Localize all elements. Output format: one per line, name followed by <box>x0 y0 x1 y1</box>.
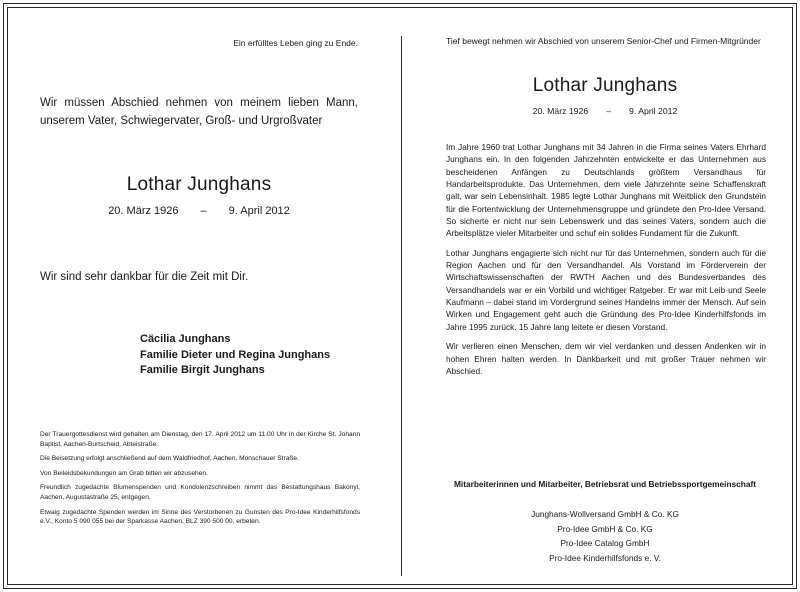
company-name: Pro-Idee Kinderhilfsfonds e. V. <box>549 552 661 563</box>
deceased-name: Lothar Junghans <box>126 174 272 195</box>
life-dates-company <box>446 106 764 116</box>
column-divider <box>401 36 402 576</box>
tagline: Ein erfülltes Leben ging zu Ende. <box>233 38 358 48</box>
info-paragraph: Die Beisetzung erfolgt anschließend auf dem Waldfriedhof, Aachen, Monschauer Straße. <box>40 455 299 463</box>
tribute-paragraph: Im Jahre 1960 trat Lothar Junghans mit 34 Jahren in die Firma seines Vaters Ehrhard Junghans ein. In den folgenden Jahrzehnten entwickelte er das Unternehmen aus bescheidenen Anfängen zu Deutschlands größtem Versandhaus für Handarbeitsprodukte. Das Unternehmen, dem viele Jahrzehnte seine Schaffenskraft galt, war sein Lebensinhalt. 1985 legte Lothar Junghans mit Weitblick den Grundstein für die Fortentwicklung der Unternehmensgruppe und gründete den Pro-Idee Versand. So sicherte er nicht nur sein Lebenswerk und das seines Vaters, sondern auch die Arbeitsplätze vieler Mitarbeiter und schuf ein solides Fundament für die Zukunft. <box>446 142 766 239</box>
tribute-paragraph: Wir verlieren einen Menschen, dem wir viel verdanken und dessen Andenken wir in hohen Ehren halten werden. In Dankbarkeit und mit großer Trauer nehmen wir Abschied. <box>446 341 766 376</box>
deceased-name-company: Lothar Junghans <box>532 75 678 96</box>
family-name: Familie Dieter und Regina Junghans <box>140 348 331 361</box>
company-list <box>446 507 764 565</box>
tribute-paragraph: Lothar Junghans engagierte sich nicht nur für das Unternehmen, sondern auch für die Region Aachen und für den Versandhandel. Als Vorstand im Förderverein der Wirtschaftswissenschaften der RWTH Aachen und des Bundesverbandes des Versandhandels war er ein Vorbild und wichtiger Ratgeber. Er war mit Leib und Seele Kaufmann – dabei stand im Vordergrund seines Handelns immer der Mensch. Auf sein Wirken und Engagement geht auch die Gründung des Pro-Idee Kinderhilfsfonds im Jahre 1995 zurück. 15 Jahre lang leitete er diesen Vorstand. <box>446 247 766 332</box>
intro-text: Wir müssen Abschied nehmen von meinem lieben Mann, unserem Vater, Schwiegervater, Groß- und Urgroßvater <box>40 97 358 127</box>
thanks-text: Wir sind sehr dankbar für die Zeit mit Dir. <box>40 271 249 283</box>
tribute-body <box>446 141 766 384</box>
info-paragraph: Von Beileidsbekundungen am Grab bitten wir abzusehen. <box>40 469 208 477</box>
death-date: 9. April 2012 <box>629 106 678 116</box>
company-name: Pro-Idee Catalog GmbH <box>560 538 650 549</box>
family-name: Cäcilia Junghans <box>140 333 231 345</box>
death-date: 9. April 2012 <box>228 205 290 217</box>
company-name: Junghans-Wollversand GmbH & Co. KG <box>531 509 679 519</box>
date-dash: – <box>200 205 207 217</box>
birth-date: 20. März 1926 <box>108 205 179 217</box>
company-name: Pro-Idee GmbH & Co. KG <box>557 523 653 534</box>
company-header: Tief bewegt nehmen wir Abschied von unserem Senior-Chef und Firmen-Mitgründer <box>446 36 761 46</box>
funeral-info <box>40 430 360 532</box>
family-name: Familie Birgit Junghans <box>140 364 265 376</box>
info-paragraph: Der Trauergottesdienst wird gehalten am Dienstag, den 17. April 2012 um 11.00 Uhr in der Kirche St. Johann Baptist, Aachen-Burtscheid, Abteistraße. <box>40 431 360 448</box>
life-dates <box>40 205 358 217</box>
family-names <box>140 332 380 379</box>
date-dash: – <box>606 106 612 116</box>
info-paragraph: Freundlich zugedachte Blumenspenden und Kondolenzschreiben nimmt das Bestattungshaus Bakonyi, Aachen, Augustastraße 25, entgegen. <box>40 484 360 501</box>
signatories: Mitarbeiterinnen und Mitarbeiter, Betriebsrat und Betriebssportgemeinschaft <box>454 479 756 489</box>
info-paragraph: Etwaig zugedachte Spenden werden im Sinne des Verstorbenen zu Gunsten des Pro-Idee Kinderhilfsfonds e.V., Konto 5 090 055 bei der Sparkasse Aachen, BLZ 390 500 00, erbeten. <box>40 508 360 526</box>
birth-date: 20. März 1926 <box>532 106 589 116</box>
